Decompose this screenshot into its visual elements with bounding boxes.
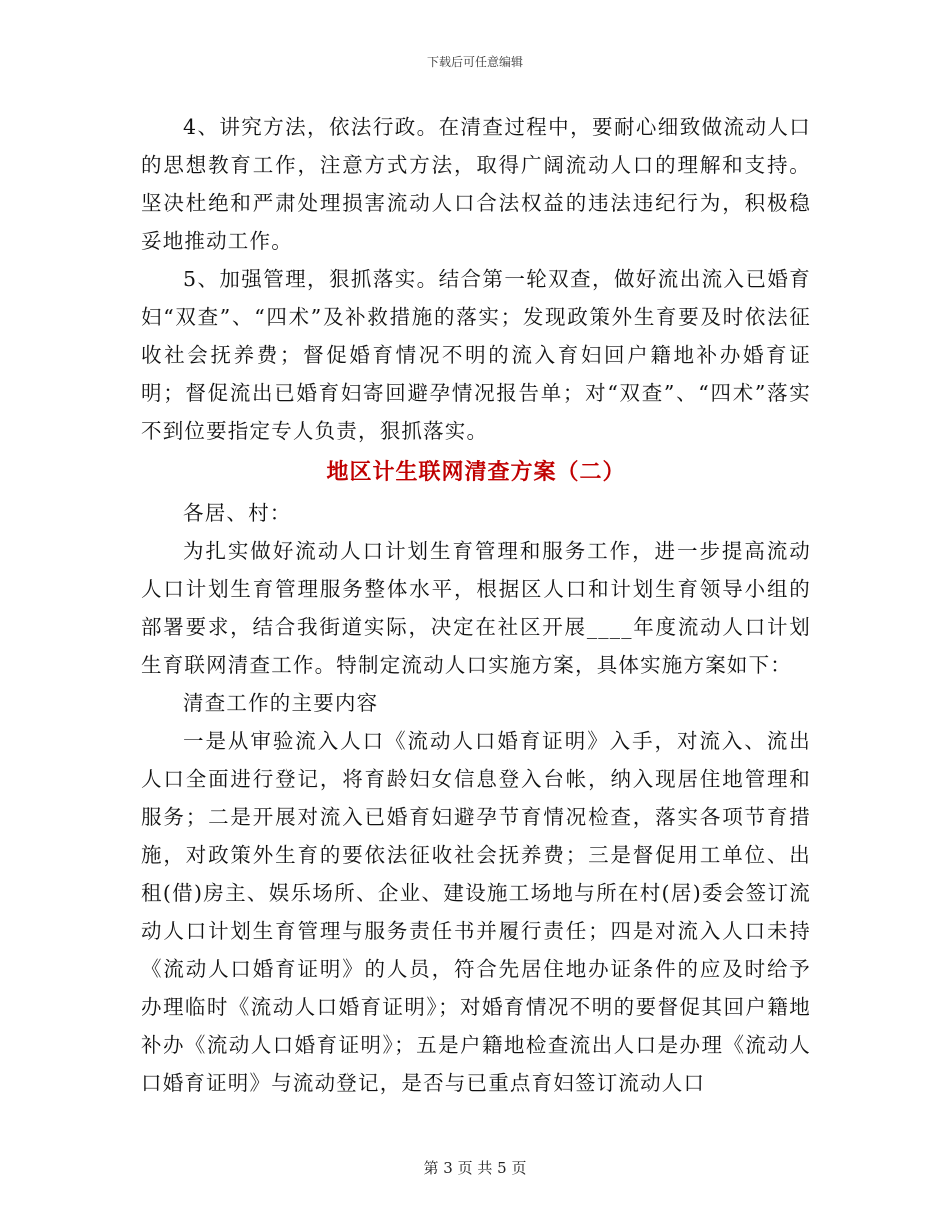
paragraph-item-5: 5、加强管理，狠抓落实。结合第一轮双查，做好流出流入已婚育妇“双查”、“四术”及补救措施的落实；发现政策外生育要及时依法征收社会抚养费；督促婚育情况不明的流入育妇回户籍地补办婚育证明；督促流出已婚育妇寄回避孕情况报告单；对“双查”、“四术”落实不到位要指定专人负责，狠抓落实。	[141, 267, 811, 443]
content-paragraph: 一是从审验流入人口《流动人口婚育证明》入手，对流入、流出人口全面进行登记，将育龄妇女信息登入台帐，纳入现居住地管理和服务；二是开展对流入已婚育妇避孕节育情况检查，落实各项节育措施，对政策外生育的要依法征收社会抚养费；三是督促用工单位、出租(借)房主、娱乐场所、企业、建设施工场地与所在村(居)委会签订流动人口计划生育管理与服务责任书并履行责任；四是对流入人口未持《流动人口婚育证明》的人员，符合先居住地办证条件的应及时给予办理临时《流动人口婚育证明》；对婚育情况不明的要督促其回户籍地补办《流动人口婚育证明》；五是户籍地检查流出人口是办理《流动人口婚育证明》与流动登记，是否与已重点育妇签订流动人口	[141, 729, 811, 1095]
page-number: 第 3 页 共 5 页	[423, 1159, 527, 1177]
greeting: 各居、村：	[183, 501, 292, 525]
document-body	[141, 108, 811, 1102]
subheading: 清查工作的主要内容	[183, 691, 379, 715]
page-header: 下载后可任意编辑	[426, 55, 523, 69]
paragraph-item-4: 4、讲究方法，依法行政。在清查过程中，要耐心细致做流动人口的思想教育工作，注意方式方法，取得广阔流动人口的理解和支持。坚决杜绝和严肃处理损害流动人口合法权益的违法违纪行为，积极稳妥地推动工作。	[141, 115, 811, 253]
section-title: 地区计生联网清查方案（二）	[326, 459, 626, 485]
intro-paragraph: 为扎实做好流动人口计划生育管理和服务工作，进一步提高流动人口计划生育管理服务整体水平，根据区人口和计划生育领导小组的部署要求，结合我街道实际，决定在社区开展____年度流动人口计划生育联网清查工作。特制定流动人口实施方案，具体实施方案如下：	[141, 539, 811, 677]
